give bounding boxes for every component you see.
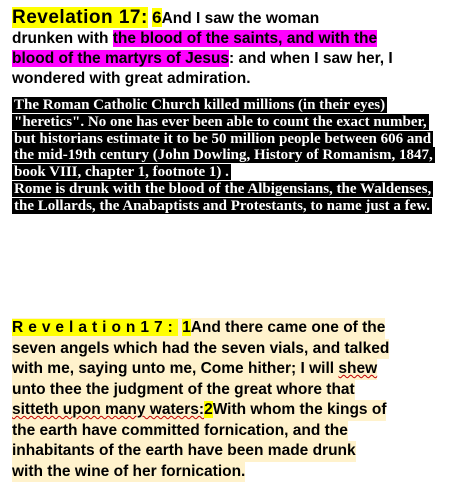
verse-text-line: And I saw the woman xyxy=(161,10,320,27)
verse-number: 2 xyxy=(204,401,213,418)
verse-line: seven angels which had the seven vials, and talked xyxy=(12,339,389,360)
verse-text: with me, saying unto me, Come hither; I will xyxy=(12,360,339,377)
verse-reference: Revelation17: xyxy=(12,319,178,336)
spellcheck-word: shew xyxy=(338,360,378,377)
verse-text-line: drunken with xyxy=(12,30,113,47)
verse-line xyxy=(12,318,385,339)
verse-line xyxy=(12,359,377,380)
verse-number: 1 xyxy=(182,319,191,336)
verse-reference: Revelation 17: xyxy=(12,7,148,28)
verse-text-line: wondered with great admiration. xyxy=(12,70,251,87)
verse-line: the earth have committed fornication, and the xyxy=(12,421,348,442)
verse-text: And there came one of the xyxy=(190,319,386,336)
verse-line xyxy=(12,400,386,421)
spellcheck-text: sitteth upon many waters: xyxy=(12,401,205,418)
commentary-paragraph: Rome is drunk with the blood of the Albigensians, the Waldenses, the Lollards, the Anabaptists and Protestants, to name just a few. xyxy=(14,180,432,214)
verse-text-line: : and when I saw her, I xyxy=(229,50,393,67)
highlighted-verse-text: the blood of the saints, and with the xyxy=(112,30,378,47)
verse-line: unto thee the judgment of the great whore that xyxy=(12,380,355,401)
commentary-block xyxy=(12,97,442,215)
highlighted-verse-text: blood of the martyrs of Jesus xyxy=(12,50,230,67)
verse-text: With whom the kings of xyxy=(212,401,387,418)
revelation-17-6-passage xyxy=(12,8,452,89)
verse-number: 6 xyxy=(152,8,162,27)
verse-line: inhabitants of the earth have been made drunk xyxy=(12,441,356,462)
revelation-17-1-passage xyxy=(12,318,452,482)
commentary-paragraph: The Roman Catholic Church killed millions (in their eyes) "heretics". No one has ever been able to count the exact number, but historians estimate it to be 50 million people between 606 and the mid-19th century (John Dowling, History of Romanism, 1847, book VIII, chapter 1, footnote 1) . xyxy=(14,97,433,181)
verse-line: with the wine of her fornication. xyxy=(12,462,245,483)
